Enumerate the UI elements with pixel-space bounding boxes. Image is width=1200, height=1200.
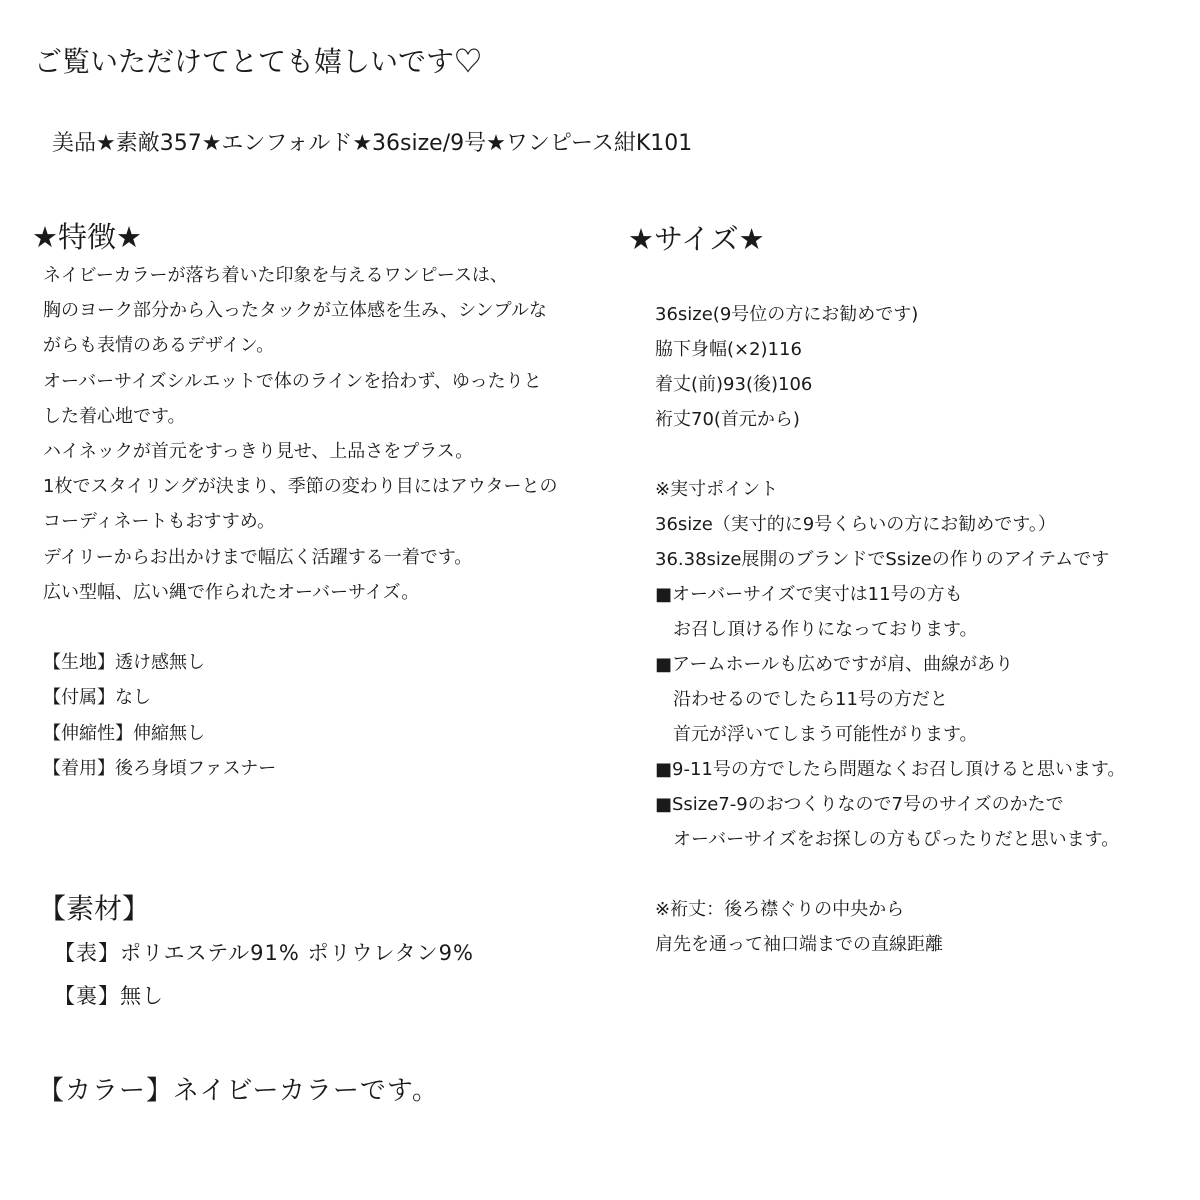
size-note-line: ■9-11号の方でしたら問題なくお召し頂けると思います。 bbox=[655, 759, 1126, 780]
fabric-spec: 【生地】透け感無し bbox=[43, 652, 205, 674]
materials-heading: 【素材】 bbox=[38, 892, 151, 925]
accessories-spec: 【付属】なし bbox=[43, 687, 151, 709]
size-line: 裄丈70(首元から) bbox=[655, 409, 800, 430]
size-note-line: 36.38size展開のブランドでSsizeの作りのアイテムです bbox=[655, 549, 1110, 570]
features-line: 1枚でスタイリングが決まり、季節の変わり目にはアウターとの bbox=[43, 476, 558, 498]
features-line: ハイネックが首元をすっきり見せ、上品さをプラス。 bbox=[43, 441, 474, 463]
features-line: がらも表情のあるデザイン。 bbox=[43, 335, 275, 357]
size-line: 着丈(前)93(後)106 bbox=[655, 374, 813, 395]
size-note-line: ■アームホールも広めですが肩、曲線があり bbox=[655, 654, 1014, 675]
size-note-line: 36size（実寸的に9号くらいの方にお勧めです。） bbox=[655, 514, 1056, 535]
features-line: コーディネートもおすすめ。 bbox=[43, 511, 276, 533]
size-spacer bbox=[655, 437, 1125, 472]
sleeve-note-line: ※裄丈：後ろ襟ぐりの中央から bbox=[655, 899, 905, 920]
features-list bbox=[43, 258, 558, 786]
features-line: ネイビーカラーが落ち着いた印象を与えるワンピースは、 bbox=[43, 265, 508, 286]
size-line: 脇下身幅(×2)116 bbox=[655, 339, 802, 360]
size-note-line: ■Ssize7-9のおつくりなので7号のサイズのかたで bbox=[655, 794, 1064, 815]
materials-list bbox=[54, 932, 474, 1018]
features-spacer bbox=[43, 610, 558, 645]
size-line: 36size(9号位の方にお勧めです) bbox=[655, 304, 919, 325]
color-info: 【カラー】ネイビーカラーです。 bbox=[38, 1076, 439, 1106]
features-line: 胸のヨーク部分から入ったタックが立体感を生み、シンプルな bbox=[43, 300, 547, 322]
sleeve-note-line: 肩先を通って袖口端までの直線距離 bbox=[655, 934, 943, 955]
features-line: デイリーからお出かけまで幅広く活躍する一着です。 bbox=[43, 546, 473, 568]
size-note-line: お召し頂ける作りになっております。 bbox=[655, 619, 978, 640]
features-line: した着心地です。 bbox=[43, 405, 186, 427]
size-note-line: 首元が浮いてしまう可能性がります。 bbox=[655, 724, 978, 745]
lining-material: 【裏】無し bbox=[54, 984, 164, 1008]
size-spacer bbox=[655, 857, 1125, 892]
features-line: オーバーサイズシルエットで体のラインを拾わず、ゆったりと bbox=[43, 370, 542, 392]
product-title: 美品★素敵357★エンフォルド★36size/9号★ワンピース紺K101 bbox=[52, 131, 693, 156]
greeting-text: ご覧いただけてとても嬉しいです♡ bbox=[34, 45, 483, 78]
features-line: 広い型幅、広い縄で作られたオーバーサイズ。 bbox=[43, 581, 420, 603]
wearing-spec: 【着用】後ろ身頃ファスナー bbox=[43, 757, 277, 779]
size-list bbox=[655, 297, 1125, 962]
stretch-spec: 【伸縮性】伸縮無し bbox=[43, 722, 205, 744]
size-note-line: ■オーバーサイズで実寸は11号の方も bbox=[655, 584, 963, 605]
outer-material: 【表】ポリエステル91% ポリウレタン9% bbox=[54, 941, 474, 965]
size-note-line: 沿わせるのでしたら11号の方だと bbox=[655, 689, 948, 710]
features-heading: ★特徴★ bbox=[32, 220, 142, 254]
size-heading: ★サイズ★ bbox=[628, 222, 765, 256]
size-note-line: オーバーサイズをお探しの方もぴったりだと思います。 bbox=[655, 829, 1120, 850]
size-note-line: ※実寸ポイント bbox=[655, 479, 779, 500]
